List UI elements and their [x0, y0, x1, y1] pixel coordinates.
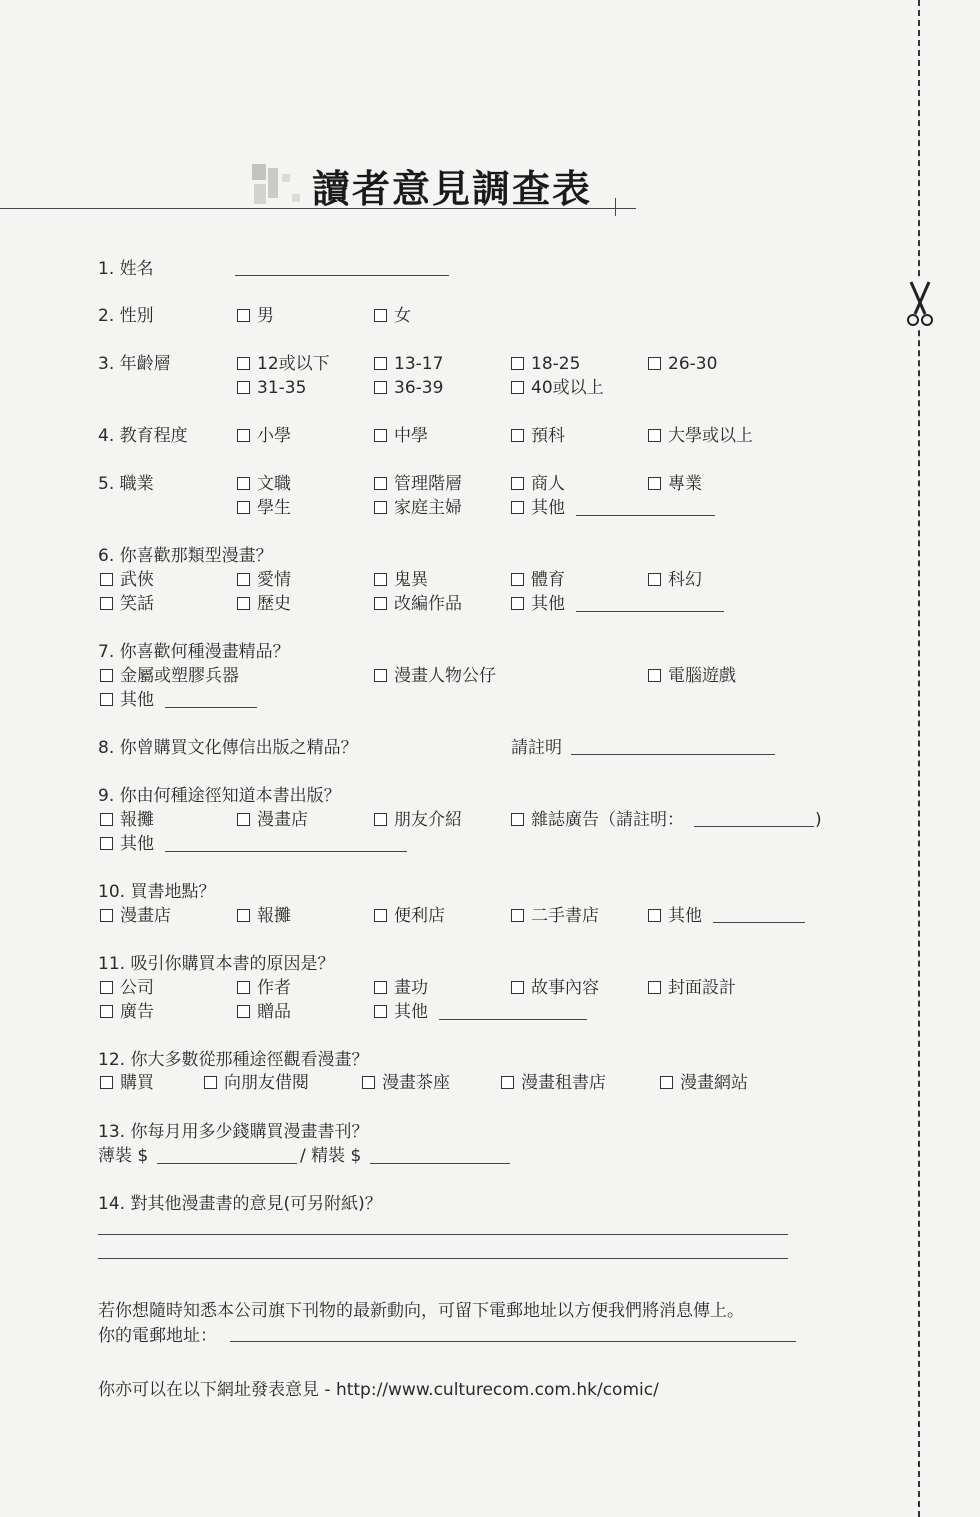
- checkbox[interactable]: [374, 429, 387, 442]
- q8-note: 請註明: [511, 738, 562, 758]
- checkbox[interactable]: [237, 981, 250, 994]
- title-tick: [615, 198, 616, 216]
- q5-option[interactable]: 家庭主婦: [374, 497, 462, 519]
- q5-option[interactable]: 專業: [648, 473, 702, 495]
- checkbox[interactable]: [374, 981, 387, 994]
- checkbox[interactable]: [511, 357, 524, 370]
- checkbox[interactable]: [511, 501, 524, 514]
- checkbox[interactable]: [100, 573, 113, 586]
- checkbox[interactable]: [100, 1005, 113, 1018]
- checkbox[interactable]: [100, 981, 113, 994]
- q7-option[interactable]: 漫畫人物公仔: [374, 665, 496, 687]
- q2-option-female[interactable]: 女: [374, 305, 411, 327]
- checkbox[interactable]: [511, 573, 524, 586]
- q12-option[interactable]: 購買: [100, 1072, 154, 1094]
- checkbox[interactable]: [648, 477, 661, 490]
- q7-label: 7. 你喜歡何種漫畫精品？: [98, 642, 290, 662]
- q2-option-male[interactable]: 男: [237, 305, 274, 327]
- website-text: 你亦可以在以下網址發表意見 - http://www.culturecom.com.hk/comic/: [98, 1380, 659, 1400]
- q5-label: 5. 職業: [98, 474, 154, 494]
- checkbox[interactable]: [237, 813, 250, 826]
- checkbox[interactable]: [237, 429, 250, 442]
- q7-other-line[interactable]: [165, 707, 257, 708]
- checkbox[interactable]: [511, 597, 524, 610]
- checkbox[interactable]: [237, 501, 250, 514]
- checkbox[interactable]: [100, 813, 113, 826]
- q6-option[interactable]: 體育: [511, 569, 565, 591]
- q7-option-other[interactable]: 其他: [100, 689, 154, 711]
- q12-option[interactable]: 向朋友借閱: [204, 1072, 309, 1094]
- q5-option[interactable]: 商人: [511, 473, 565, 495]
- checkbox[interactable]: [648, 909, 661, 922]
- checkbox[interactable]: [511, 381, 524, 394]
- checkbox[interactable]: [648, 981, 661, 994]
- q4-label: 4. 教育程度: [98, 426, 188, 446]
- q11-option[interactable]: 作者: [237, 977, 291, 999]
- checkbox[interactable]: [648, 573, 661, 586]
- checkbox[interactable]: [100, 837, 113, 850]
- checkbox[interactable]: [660, 1076, 673, 1089]
- checkbox[interactable]: [374, 813, 387, 826]
- page-title: 讀者意見調查表: [312, 167, 593, 211]
- q5-option[interactable]: 文職: [237, 473, 291, 495]
- q13-label: 13. 你每月用多少錢購買漫畫書刊？: [98, 1122, 369, 1142]
- checkbox[interactable]: [374, 477, 387, 490]
- q11-option[interactable]: 封面設計: [648, 977, 736, 999]
- q3-option[interactable]: 36-39: [374, 377, 443, 399]
- checkbox[interactable]: [648, 669, 661, 682]
- q11-option[interactable]: 廣告: [100, 1001, 154, 1023]
- q2-label: 2. 性別: [98, 306, 154, 326]
- q3-option[interactable]: 26-30: [648, 353, 717, 375]
- checkbox[interactable]: [237, 909, 250, 922]
- q12-option[interactable]: 漫畫網站: [660, 1072, 748, 1094]
- checkbox[interactable]: [237, 357, 250, 370]
- q12-label: 12. 你大多數從那種途徑觀看漫畫？: [98, 1050, 369, 1070]
- q10-option[interactable]: 二手書店: [511, 905, 599, 927]
- checkbox[interactable]: [100, 1076, 113, 1089]
- q9-option-magazine[interactable]: 雜誌廣告（請註明：: [511, 809, 684, 831]
- q9-option[interactable]: 報攤: [100, 809, 154, 831]
- checkbox[interactable]: [237, 1005, 250, 1018]
- q3-option[interactable]: 18-25: [511, 353, 580, 375]
- q10-option[interactable]: 便利店: [374, 905, 445, 927]
- checkbox[interactable]: [374, 501, 387, 514]
- checkbox[interactable]: [374, 381, 387, 394]
- checkbox[interactable]: [100, 693, 113, 706]
- q7-option[interactable]: 電腦遊戲: [648, 665, 736, 687]
- q3-option[interactable]: 31-35: [237, 377, 306, 399]
- q6-option[interactable]: 科幻: [648, 569, 702, 591]
- q10-option[interactable]: 報攤: [237, 905, 291, 927]
- checkbox[interactable]: [501, 1076, 514, 1089]
- q8-label: 8. 你曾購買文化傳信出版之精品？: [98, 738, 358, 758]
- q8-note-line[interactable]: [571, 754, 775, 755]
- q9-close-paren: ): [815, 810, 822, 830]
- q9-label: 9. 你由何種途徑知道本書出版？: [98, 786, 341, 806]
- q6-option[interactable]: 愛情: [237, 569, 291, 591]
- q9-option[interactable]: 朋友介紹: [374, 809, 462, 831]
- q3-option[interactable]: 40或以上: [511, 377, 604, 399]
- q7-option[interactable]: 金屬或塑膠兵器: [100, 665, 239, 687]
- checkbox[interactable]: [237, 381, 250, 394]
- checkbox[interactable]: [237, 597, 250, 610]
- checkbox[interactable]: [511, 981, 524, 994]
- cut-line: [918, 0, 920, 1517]
- checkbox[interactable]: [374, 909, 387, 922]
- checkbox[interactable]: [374, 669, 387, 682]
- q6-option[interactable]: 笑話: [100, 593, 154, 615]
- q14-line-2[interactable]: [98, 1258, 788, 1259]
- q10-label: 10. 買書地點？: [98, 882, 216, 902]
- q6-option[interactable]: 改編作品: [374, 593, 462, 615]
- q12-option[interactable]: 漫畫茶座: [362, 1072, 450, 1094]
- q13-soft-label: 薄裝 $: [98, 1146, 149, 1166]
- q11-option-other[interactable]: 其他: [374, 1001, 428, 1023]
- q11-label: 11. 吸引你購買本書的原因是？: [98, 954, 335, 974]
- q10-option[interactable]: 漫畫店: [100, 905, 171, 927]
- q9-option-other[interactable]: 其他: [100, 833, 154, 855]
- q13-soft-line[interactable]: [157, 1163, 297, 1164]
- q10-other-line[interactable]: [713, 922, 805, 923]
- checkbox[interactable]: [511, 477, 524, 490]
- checkbox[interactable]: [511, 429, 524, 442]
- q6-label: 6. 你喜歡那類型漫畫？: [98, 546, 273, 566]
- q14-label: 14. 對其他漫畫書的意見(可另附紙)？: [98, 1194, 382, 1214]
- scissors-icon: [903, 280, 937, 328]
- checkbox[interactable]: [204, 1076, 217, 1089]
- q11-other-line[interactable]: [439, 1019, 587, 1020]
- q11-option[interactable]: 贈品: [237, 1001, 291, 1023]
- logo-icon: [248, 160, 306, 210]
- checkbox[interactable]: [511, 813, 524, 826]
- q5-option[interactable]: 管理階層: [374, 473, 462, 495]
- q9-option[interactable]: 漫畫店: [237, 809, 308, 831]
- q4-option[interactable]: 中學: [374, 425, 428, 447]
- q4-option[interactable]: 預科: [511, 425, 565, 447]
- checkbox[interactable]: [374, 573, 387, 586]
- q4-option[interactable]: 小學: [237, 425, 291, 447]
- checkbox[interactable]: [100, 597, 113, 610]
- q6-option[interactable]: 歷史: [237, 593, 291, 615]
- title-underline: [0, 208, 636, 209]
- q13-hard-label: / 精裝 $: [300, 1146, 362, 1166]
- q13-hard-line[interactable]: [370, 1163, 510, 1164]
- checkbox[interactable]: [374, 357, 387, 370]
- q6-other-line[interactable]: [576, 611, 724, 612]
- q11-option[interactable]: 畫功: [374, 977, 428, 999]
- checkbox[interactable]: [237, 573, 250, 586]
- checkbox[interactable]: [237, 309, 250, 322]
- q3-option[interactable]: 13-17: [374, 353, 443, 375]
- q3-option[interactable]: 12或以下: [237, 353, 330, 375]
- checkbox[interactable]: [511, 909, 524, 922]
- checkbox[interactable]: [648, 429, 661, 442]
- q9-other-line[interactable]: [165, 851, 407, 852]
- q1-label: 1. 姓名: [98, 259, 154, 279]
- checkbox[interactable]: [374, 597, 387, 610]
- q11-option[interactable]: 故事內容: [511, 977, 599, 999]
- q4-option[interactable]: 大學或以上: [648, 425, 753, 447]
- q5-option-other[interactable]: 其他: [511, 497, 565, 519]
- q14-line-1[interactable]: [98, 1234, 788, 1235]
- email-label: 你的電郵地址：: [98, 1326, 217, 1346]
- q5-other-line[interactable]: [576, 515, 715, 516]
- q10-option-other[interactable]: 其他: [648, 905, 702, 927]
- q12-option[interactable]: 漫畫租書店: [501, 1072, 606, 1094]
- q6-option[interactable]: 鬼異: [374, 569, 428, 591]
- checkbox[interactable]: [374, 1005, 387, 1018]
- checkbox[interactable]: [374, 309, 387, 322]
- checkbox[interactable]: [237, 477, 250, 490]
- q3-label: 3. 年齡層: [98, 354, 171, 374]
- q9-magazine-line[interactable]: [694, 826, 814, 827]
- q1-name-line[interactable]: [235, 275, 449, 276]
- email-notice: 若你想隨時知悉本公司旗下刊物的最新動向，可留下電郵地址以方便我們將消息傳上。: [98, 1301, 744, 1321]
- checkbox[interactable]: [100, 909, 113, 922]
- q6-option-other[interactable]: 其他: [511, 593, 565, 615]
- checkbox[interactable]: [100, 669, 113, 682]
- q11-option[interactable]: 公司: [100, 977, 154, 999]
- checkbox[interactable]: [648, 357, 661, 370]
- q6-option[interactable]: 武俠: [100, 569, 154, 591]
- email-line[interactable]: [230, 1341, 796, 1342]
- q5-option[interactable]: 學生: [237, 497, 291, 519]
- checkbox[interactable]: [362, 1076, 375, 1089]
